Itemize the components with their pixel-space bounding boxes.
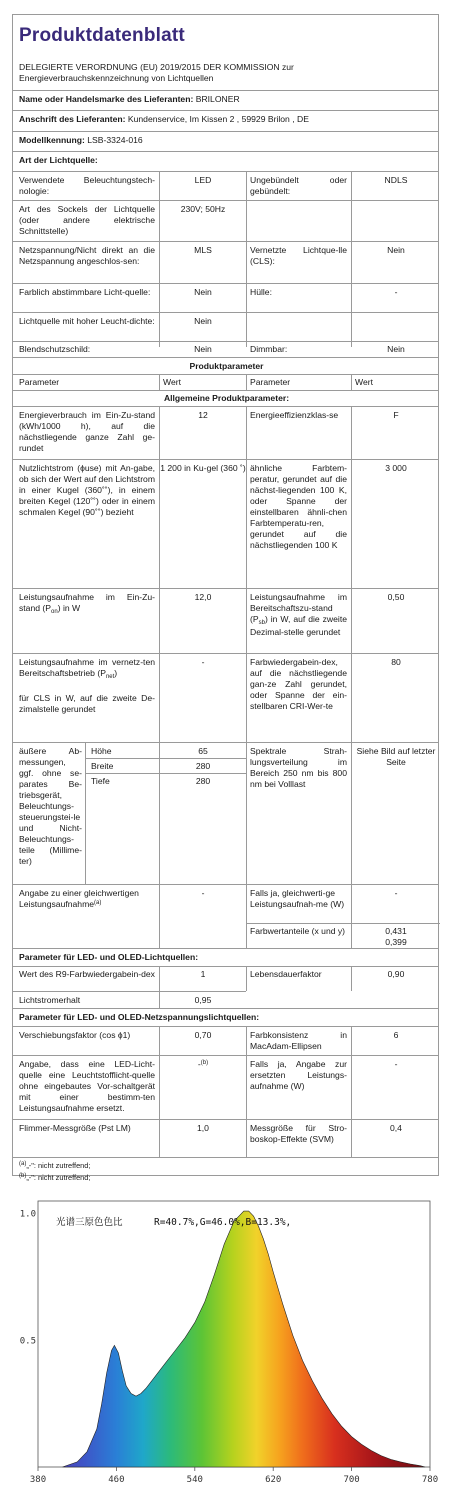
divider [13, 90, 438, 91]
x-tick-label: 700 [343, 1475, 360, 1485]
supplier-name-label: Name oder Handelsmarke des Lieferanten: [19, 94, 194, 104]
directional-label: Ungebündelt oder gebündelt: [250, 175, 347, 196]
width-value: 280 [195, 761, 211, 771]
led-params-heading: Parameter für LED- und OLED-Lichtquellen: [19, 952, 199, 962]
energy-consumption-value: 12 [198, 410, 208, 420]
supplier-address-row [19, 114, 429, 125]
equivalent-power-label2: Falls ja, gleichwerti-ge Leistungsaufnah-me (W) [250, 888, 345, 909]
chromaticity-x: 0,431 [385, 926, 407, 936]
colour-consistency-value: 6 [393, 1030, 399, 1040]
stroboscopic-value: 0,4 [390, 1123, 402, 1133]
equivalent-power-value2: - [394, 888, 398, 898]
height-label: Höhe [91, 746, 112, 756]
standby-power-label: Leistungsaufnahme im Bereitschaftszu-stand $(P_{sb})$ in W, auf die zweite Dezimal-stelle gerundet [250, 592, 347, 637]
cri-value: 80 [391, 657, 401, 667]
stroboscopic-label: Messgröße für Stro-boskop-Effekte (SVM) [250, 1123, 347, 1144]
data-sheet [12, 14, 439, 1182]
on-mode-power-label: Leistungsaufnahme im Ein-Zu-stand $(P_{on})$ in W [19, 592, 155, 615]
luminous-flux-value: 1 200 in Ku-gel (360 ˚) [160, 463, 246, 473]
cct-label: ähnliche Farbtem-peratur, gerundet auf die nächst-liegenden 100 K, oder Spanne der einstellbaren ähnli-chen Farbtemperatu-ren, gerundet auf die nächstliegenden 100 K [250, 463, 347, 550]
chart-title: 光谱三原色色比 [56, 1217, 123, 1228]
flicker-label: Flimmer-Messgröße (Pst LM) [19, 1123, 131, 1133]
technology-value: LED [194, 175, 212, 185]
standby-power-value: 0,50 [387, 592, 405, 602]
spectral-label: Spektrale Strah-lungsverteilung im Bereich 250 nm bis 800 nm bei Volllast [250, 746, 347, 789]
model-row [19, 135, 429, 146]
energy-class-label: Energieeffizienzklas-se [250, 410, 339, 420]
lumen-maintenance-value: 0,95 [194, 995, 212, 1005]
chart-subtitle: R=40.7%,G=46.0%,B=13.3%, [154, 1217, 292, 1228]
cap-type-label: Art des Sockels der Lichtquelle (oder andere elektrische Schnittstelle) [19, 204, 155, 236]
antiglare-value: Nein [194, 344, 212, 354]
x-tick-label: 620 [265, 1475, 282, 1485]
col-param-header: Parameter [19, 377, 60, 387]
supplier-address: Kundenservice, Im Kissen 2 , 59929 Brilon , DE [127, 114, 309, 124]
replacement-label: Angabe, dass eine LED-Licht-quelle eine Leuchtstofflicht-quelle ohne eingebautes Vor-schaltgerät mit einer bestimm-ten Leistungsaufnahme ersetzt. [19, 1059, 155, 1113]
general-params-heading: Allgemeine Produktparameter: [163, 393, 290, 403]
energy-consumption-label: Energieverbrauch im Ein-Zu-stand (kWh/1000 h), auf die nächstliegende ganze Zahl ge-rundet [19, 410, 155, 453]
divider [13, 171, 438, 172]
regulation-intro: DELEGIERTE VERORDNUNG (EU) 2019/2015 DER KOMMISSION zur Energieverbrauchskennzeichnung von Lichtquellen [19, 62, 294, 83]
replacement-label2: Falls ja, Angabe zur ersetzten Leistungs-aufnahme (W) [250, 1059, 347, 1091]
displacement-factor-label: Verschiebungsfaktor (cos ɸ1) [19, 1030, 131, 1040]
cap-type-value: 230V; 50Hz [180, 204, 226, 214]
supplier-name-row [19, 94, 429, 105]
page-title: Produktdatenblatt [19, 25, 185, 46]
tunable-label: Farblich abstimmbare Licht-quelle: [19, 287, 151, 297]
on-mode-power-value: 12,0 [194, 592, 212, 602]
depth-label: Tiefe [91, 776, 110, 786]
networked-standby-label: Leistungsaufnahme im vernetz-ten Bereitschaftsbetrieb $(P_{net})$ [19, 657, 155, 680]
x-tick-label: 460 [108, 1475, 125, 1485]
envelope-value: - [394, 287, 398, 297]
energy-class-value: F [393, 410, 399, 420]
cls-label: Vernetzte Lichtque-lle (CLS): [250, 245, 347, 266]
high-luminance-value: Nein [194, 316, 212, 326]
dimmable-label: Dimmbar: [250, 344, 288, 354]
x-tick-label: 780 [421, 1475, 439, 1485]
footnote-a: $^{(a)}$„-": nicht zutreffend; [19, 1161, 91, 1170]
technology-label: Verwendete Beleuchtungstech-nologie: [19, 175, 155, 196]
cls-value: Nein [387, 245, 405, 255]
survival-factor-label: Lebensdauerfaktor [250, 969, 322, 979]
high-luminance-label: Lichtquelle mit hoher Leucht-dichte: [19, 316, 155, 326]
supplier-name: BRILONER [195, 94, 240, 104]
y-tick-label: 1.0 [19, 1209, 36, 1220]
tunable-value: Nein [194, 287, 212, 297]
dimensions-label: äußere Ab-messungen, ggf. ohne se-parates Be-triebsgerät, Beleuchtungs-steuerungstei-le und Nicht-Beleuchtungs-teile (Millime-ter) [19, 746, 82, 866]
x-tick-label: 540 [186, 1475, 203, 1485]
replacement-value: -$^{(b)}$ [197, 1059, 209, 1069]
supplier-address-label: Anschrift des Lieferanten: [19, 114, 126, 124]
col-value-header: Wert [163, 377, 181, 387]
height-value: 65 [198, 746, 208, 756]
spectral-value: Siehe Bild auf letzter Seite [356, 746, 436, 767]
survival-factor-value: 0,90 [387, 969, 405, 979]
product-params-heading: Produktparameter [189, 361, 264, 371]
light-source-type-heading: Art der Lichtquelle: [19, 155, 98, 165]
r9-label: Wert des R9-Farbwiedergabein-dex [19, 969, 155, 979]
mains-value: MLS [194, 245, 212, 255]
chromaticity-y: 0,399 [385, 937, 407, 947]
col-value2-header: Wert [355, 377, 373, 387]
equivalent-power-value: - [201, 888, 205, 898]
spectrum-svg [8, 1193, 440, 1494]
width-label: Breite [91, 761, 114, 771]
antiglare-label: Blendschutzschild: [19, 344, 91, 354]
networked-standby-note: für CLS in W, auf die zweite De-zimalstelle gerundet [19, 693, 155, 714]
footnote-b: $^{(b)}$„-": nicht zutreffend; [19, 1173, 91, 1182]
equivalent-power-label: Angabe zu einer gleichwertigen Leistungsaufnahme$^{(a)}$ [19, 888, 139, 909]
mains-params-heading: Parameter für LED- und OLED-Netzspannungslichtquellen: [19, 1012, 260, 1022]
model-label: Modellkennung: [19, 135, 85, 145]
divider [13, 151, 438, 152]
luminous-flux-label: Nutzlichtstrom (ɸuse) mit An-gabe, ob sich der Wert auf den Lichtstrom in einer Kugel (360˚˚), in einem breiten Kegel (120˚˚) oder in einem schmalen Kegel (90˚˚) bezieht [19, 463, 155, 517]
chromaticity-label: Farbwertanteile (x und y) [250, 926, 346, 936]
r9-value: 1 [200, 969, 206, 979]
displacement-factor-value: 0,70 [194, 1030, 212, 1040]
mains-label: Netzspannung/Nicht direkt an die Netzspannung angeschlos-sen: [19, 245, 155, 266]
lumen-maintenance-label: Lichtstromerhalt [19, 995, 81, 1005]
networked-standby-value: - [201, 657, 205, 667]
replacement-value2: - [394, 1059, 398, 1069]
directional-value: NDLS [384, 175, 408, 185]
y-tick-label: 0.5 [19, 1336, 36, 1347]
colour-consistency-label: Farbkonsistenz in MacAdam-Ellipsen [250, 1030, 347, 1051]
flicker-value: 1,0 [197, 1123, 209, 1133]
cri-label: Farbwiedergabein-dex, auf die nächstliegende gan-ze Zahl gerundet, oder Spanne der ein-stellbaren CRI-Wer-te [250, 657, 347, 711]
col-param2-header: Parameter [250, 377, 291, 387]
spectrum-chart [8, 1193, 440, 1494]
x-tick-label: 380 [29, 1475, 47, 1485]
cct-value: 3 000 [385, 463, 407, 473]
depth-value: 280 [195, 776, 211, 786]
divider [13, 110, 438, 111]
divider [13, 131, 438, 132]
dimmable-value: Nein [387, 344, 405, 354]
model-id: LSB-3324-016 [87, 135, 143, 145]
envelope-label: Hülle: [250, 287, 272, 297]
